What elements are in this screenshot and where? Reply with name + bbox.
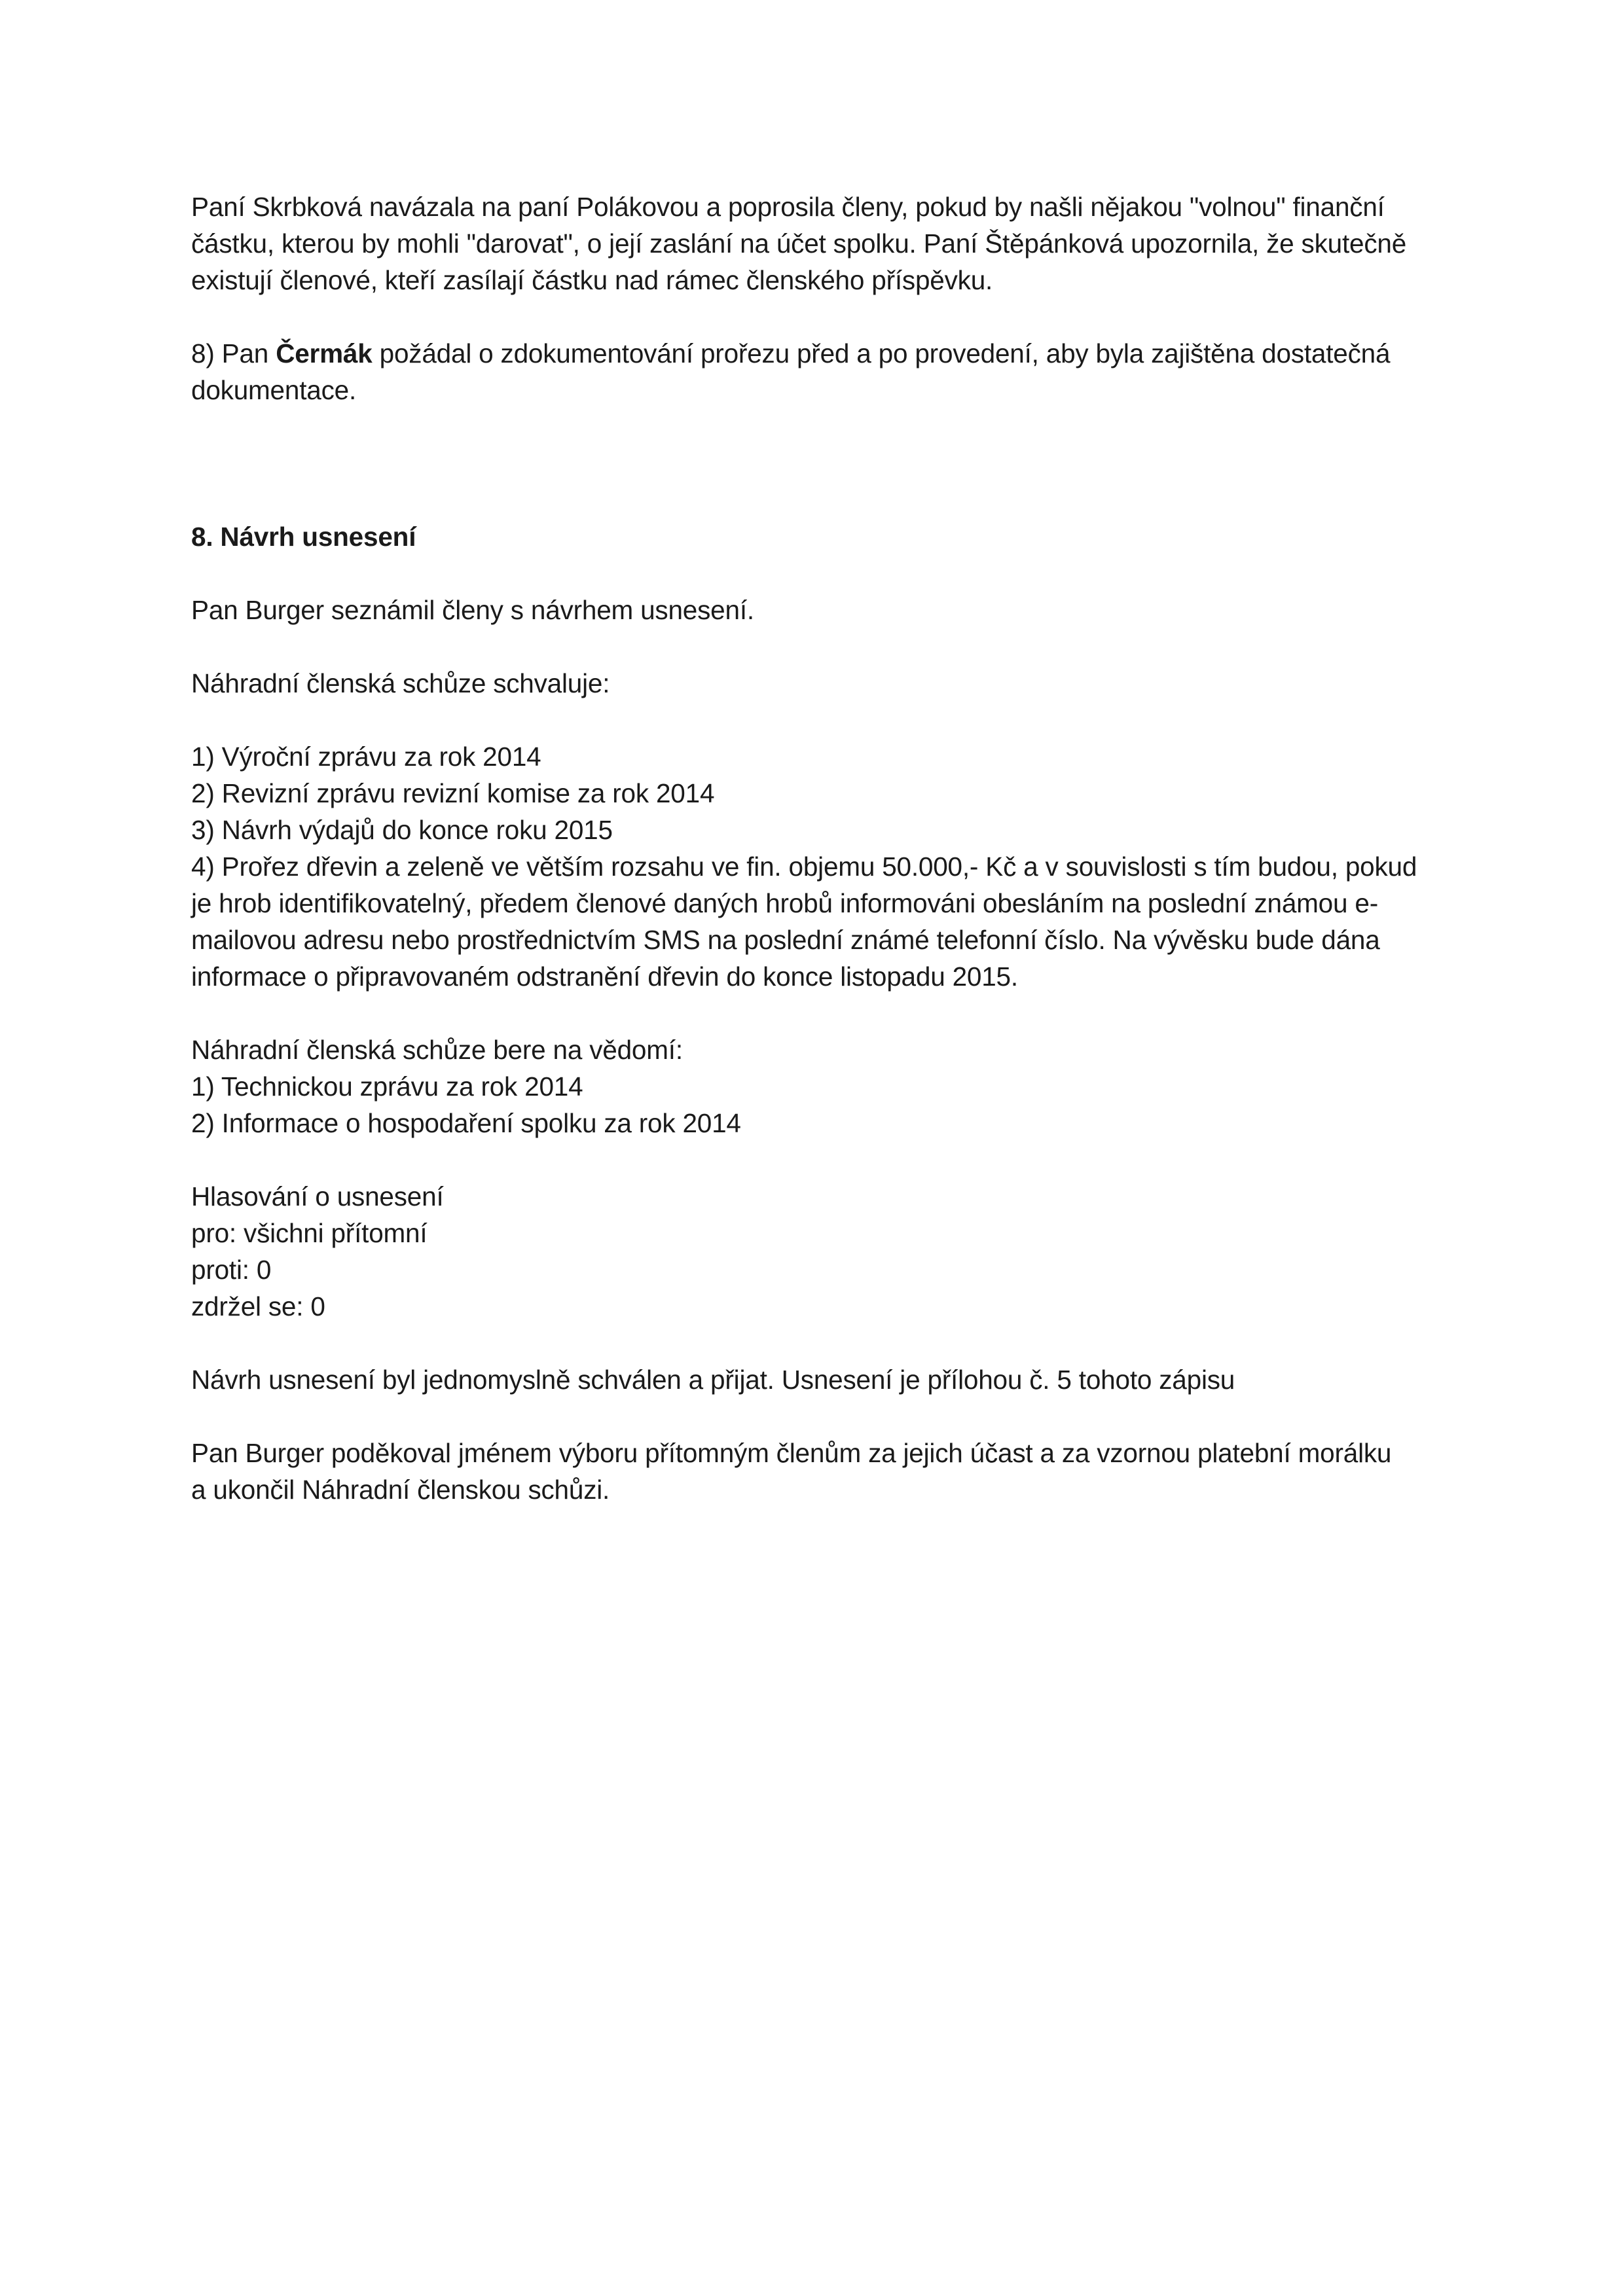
item-text: požádal o zdokumentování prořezu před a po provedení, aby byla zajištěna dostatečná — [372, 338, 1391, 368]
text-line: Paní Skrbková navázala na paní Polákovou a poprosila členy, pokud by našli nějakou "volnou" finanční — [191, 192, 1385, 222]
bold-name: Čermák — [276, 338, 373, 368]
text-line: dokumentace. — [191, 375, 357, 405]
text-line — [191, 335, 1468, 372]
list-item: 2) Informace o hospodaření spolku za rok 2014 — [191, 1108, 741, 1138]
text-line: a ukončil Náhradní členskou schůzi. — [191, 1475, 610, 1505]
list-item: mailovou adresu nebo prostřednictvím SMS na poslední známé telefonní číslo. Na vývěsku bude dána — [191, 925, 1380, 955]
list-item: 1) Technickou zprávu za rok 2014 — [191, 1071, 583, 1102]
paragraph-documentation-request — [191, 335, 1468, 408]
result-text: Návrh usnesení byl jednomyslně schválen a přijat. Usnesení je přílohou č. 5 tohoto zápisu — [191, 1365, 1235, 1395]
approves-title: Náhradní členská schůze schvaluje: — [191, 668, 610, 698]
notes-block — [191, 1031, 1468, 1141]
vote-for: pro: všichni přítomní — [191, 1218, 428, 1248]
vote-against: proti: 0 — [191, 1255, 272, 1285]
section-heading: 8. Návrh usnesení — [191, 522, 416, 552]
list-item: je hrob identifikovatelný, předem členové daných hrobů informováni obesláním na poslední známou e- — [191, 888, 1378, 918]
approves-list — [191, 738, 1468, 995]
list-item: 3) Návrh výdajů do konce roku 2015 — [191, 815, 613, 845]
vote-title: Hlasování o usnesení — [191, 1181, 444, 1211]
list-item: 2) Revizní zprávu revizní komise za rok 2014 — [191, 778, 715, 808]
text-line: existují členové, kteří zasílají částku nad rámec členského příspěvku. — [191, 265, 993, 295]
vote-abstain: zdržel se: 0 — [191, 1291, 325, 1321]
text-line: Pan Burger poděkoval jménem výboru přítomným členům za jejich účast a za vzornou platební morálku — [191, 1438, 1392, 1468]
document-body — [191, 188, 1468, 1508]
closing-paragraph — [191, 1435, 1468, 1508]
notes-title: Náhradní členská schůze bere na vědomí: — [191, 1035, 683, 1065]
item-prefix: 8) Pan — [191, 338, 276, 368]
intro-text: Pan Burger seznámil členy s návrhem usnesení. — [191, 595, 754, 625]
text-line: částku, kterou by mohli "darovat", o její zaslání na účet spolku. Paní Štěpánková upozornila, že skutečně — [191, 228, 1407, 259]
list-item: 1) Výroční zprávu za rok 2014 — [191, 742, 541, 772]
vote-block — [191, 1178, 1468, 1325]
list-item: informace o připravovaném odstranění dřevin do konce listopadu 2015. — [191, 961, 1018, 992]
paragraph-donation-request — [191, 188, 1468, 298]
list-item: 4) Prořez dřevin a zeleně ve větším rozsahu ve fin. objemu 50.000,- Kč a v souvislosti s tím budou, pokud — [191, 852, 1417, 882]
